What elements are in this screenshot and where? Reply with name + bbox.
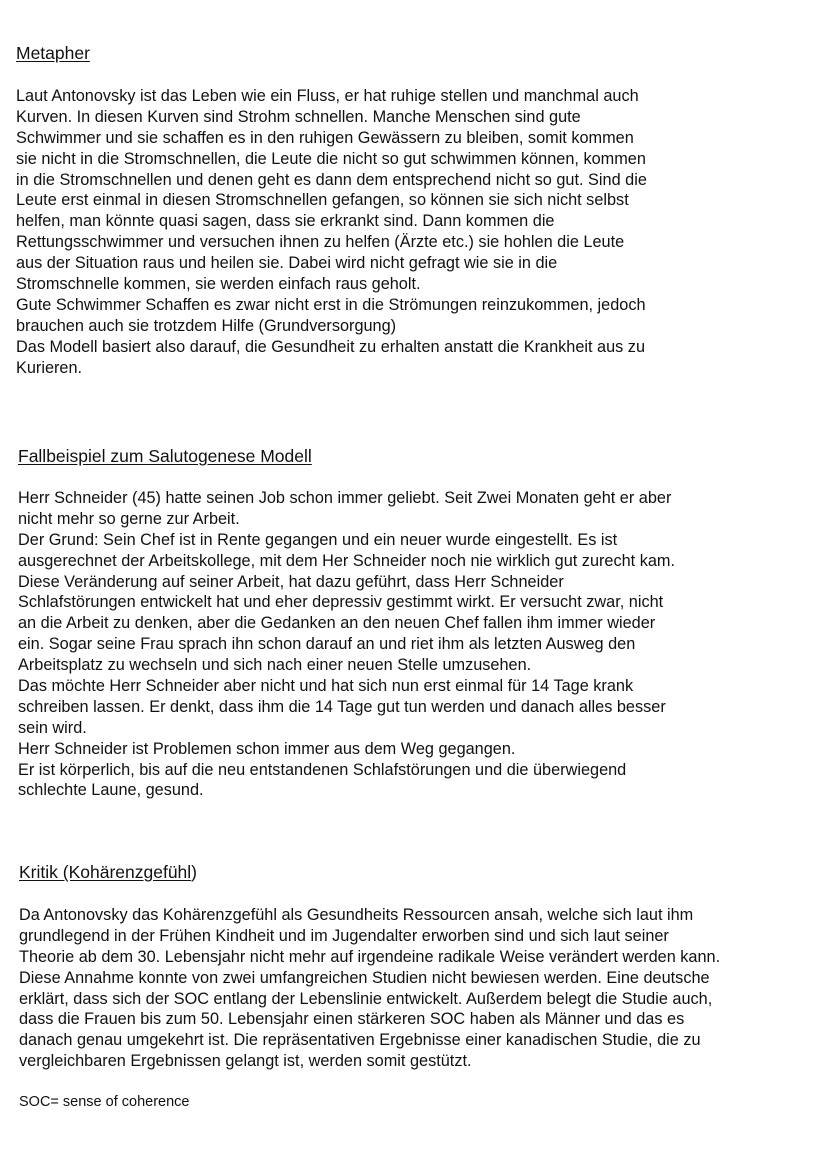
text-line: Herr Schneider (45) hatte seinen Job schon immer geliebt. Seit Zwei Monaten geht er aber bbox=[18, 489, 672, 507]
text-line: Kurven. In diesen Kurven sind Strohm schnellen. Manche Menschen sind gute bbox=[16, 107, 581, 126]
section-body-fallbeispiel bbox=[18, 488, 675, 801]
text-line: Theorie ab dem 30. Lebensjahr nicht mehr auf irgendeine radikale Weise verändert werden kann. bbox=[19, 947, 721, 966]
text-line: vergleichbaren Ergebnissen gelangt ist, werden somit gestützt. bbox=[19, 1052, 472, 1071]
text-line: Leute erst einmal in diesen Stromschnellen gefangen, so können sie sich nicht selbst bbox=[16, 191, 629, 210]
text-line: Diese Annahme konnte von zwei umfangreichen Studien nicht bewiesen werden. Eine deutsche bbox=[19, 968, 710, 987]
text-line: Kurieren. bbox=[16, 358, 83, 377]
text-line: nicht mehr so gerne zur Arbeit. bbox=[18, 509, 240, 528]
text-line: Stromschnelle kommen, sie werden einfach raus geholt. bbox=[16, 275, 421, 294]
text-line: Diese Veränderung auf seiner Arbeit, hat dazu geführt, dass Herr Schneider bbox=[18, 572, 564, 591]
text-line: grundlegend in der Frühen Kindheit und im Jugendalter erworben sind und sich laut seiner bbox=[19, 926, 669, 945]
text-line: aus der Situation raus und heilen sie. Dabei wird nicht gefragt wie sie in die bbox=[16, 254, 558, 273]
section-heading-text: Metapher bbox=[16, 43, 90, 63]
text-line: Schlafstörungen entwickelt hat und eher depressiv gestimmt wirkt. Er versucht zwar, nicht bbox=[18, 593, 664, 612]
text-line: Er ist körperlich, bis auf die neu entstandenen Schlafstörungen und die überwiegend bbox=[18, 760, 627, 779]
text-line: ausgerechnet der Arbeitskollege, mit dem Her Schneider noch nie wirklich gut zurecht kam. bbox=[18, 551, 675, 570]
text-line: Das möchte Herr Schneider aber nicht und hat sich nun erst einmal für 14 Tage krank bbox=[18, 677, 634, 696]
text-line: dass die Frauen bis zum 50. Lebensjahr einen stärkeren SOC haben als Männer und das es bbox=[19, 1010, 685, 1029]
text-line: schreiben lassen. Er denkt, dass ihm die 14 Tage gut tun werden und danach alles besser bbox=[18, 697, 666, 716]
text-line: Laut Antonovsky ist das Leben wie ein Fluss, er hat ruhige stellen und manchmal auch bbox=[16, 87, 639, 105]
section-heading-tail: ) bbox=[191, 862, 197, 882]
text-line: Rettungsschwimmer und versuchen ihnen zu helfen (Ärzte etc.) sie hohlen die Leute bbox=[16, 233, 625, 252]
text-line: Das Modell basiert also darauf, die Gesundheit zu erhalten anstatt die Krankheit aus zu bbox=[16, 337, 646, 356]
text-line: Schwimmer und sie schaffen es in den ruhigen Gewässern zu bleiben, somit kommen bbox=[16, 128, 634, 147]
section-body-kritik bbox=[19, 905, 720, 1072]
text-line: schlechte Laune, gesund. bbox=[18, 781, 204, 800]
text-line: brauchen auch sie trotzdem Hilfe (Grundversorgung) bbox=[16, 316, 397, 335]
text-line: ein. Sogar seine Frau sprach ihn schon darauf an und riet ihm als letzten Ausweg den bbox=[18, 635, 636, 654]
section-heading-fallbeispiel bbox=[18, 445, 312, 467]
text-line: helfen, man könnte quasi sagen, dass sie erkrankt sind. Dann kommen die bbox=[16, 212, 555, 231]
section-heading-text: Kritik (Kohärenzgefühl bbox=[19, 862, 192, 882]
text-line: an die Arbeit zu denken, aber die Gedanken an den neuen Chef fallen ihm immer wieder bbox=[18, 614, 656, 633]
text-line: Da Antonovsky das Kohärenzgefühl als Gesundheits Ressourcen ansah, welche sich laut ihm bbox=[19, 906, 694, 924]
text-line: Arbeitsplatz zu wechseln und sich nach einer neuen Stelle umzusehen. bbox=[18, 656, 532, 675]
section-heading-metapher bbox=[16, 42, 90, 64]
section-body-metapher bbox=[16, 86, 647, 378]
text-line: danach genau umgekehrt ist. Die repräsentativen Ergebnisse einer kanadischen Studie, die zu bbox=[19, 1031, 701, 1050]
text-line: erklärt, dass sich der SOC entlang der Lebenslinie entwickelt. Außerdem belegt die Studie auch, bbox=[19, 989, 713, 1008]
footnote: SOC= sense of coherence bbox=[19, 1094, 190, 1110]
section-heading-kritik bbox=[19, 861, 197, 883]
section-heading-text: Fallbeispiel zum Salutogenese Modell bbox=[18, 446, 312, 466]
text-line: Herr Schneider ist Problemen schon immer aus dem Weg gegangen. bbox=[18, 739, 516, 758]
text-line: in die Stromschnellen und denen geht es dann dem entsprechend nicht so gut. Sind die bbox=[16, 170, 647, 189]
text-line: Gute Schwimmer Schaffen es zwar nicht erst in die Strömungen reinzukommen, jedoch bbox=[16, 295, 646, 314]
text-line: sein wird. bbox=[18, 718, 87, 737]
text-line: Der Grund: Sein Chef ist in Rente gegangen und ein neuer wurde eingestellt. Es ist bbox=[18, 530, 618, 549]
text-line: sie nicht in die Stromschnellen, die Leute die nicht so gut schwimmen können, kommen bbox=[16, 149, 646, 168]
